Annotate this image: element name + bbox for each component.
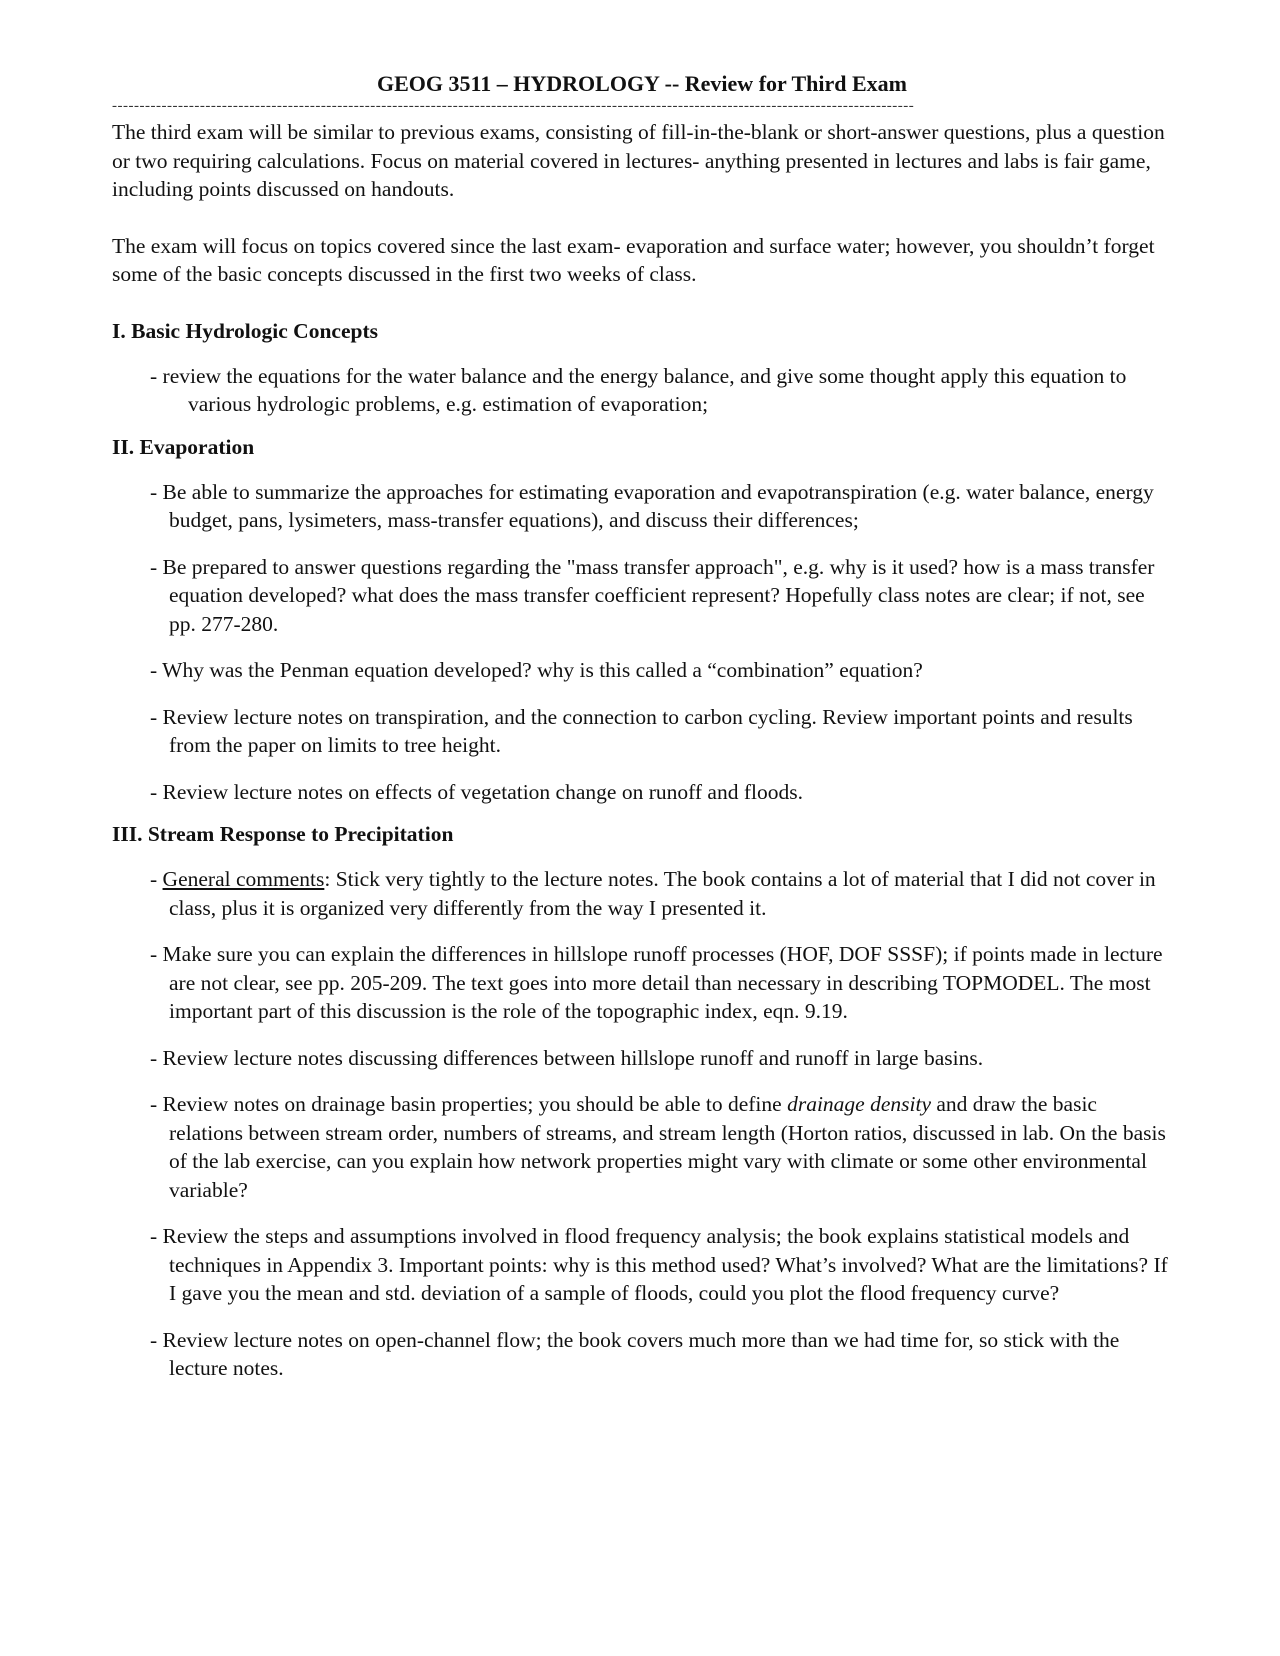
- list-item: - Be able to summarize the approaches for estimating evaporation and evapotranspiration (e.g. water balance, energy budget, pans, lysimeters, mass-transfer equations), and discuss their differences;: [150, 479, 1154, 532]
- list-item: - Why was the Penman equation developed? why is this called a “combination” equation?: [150, 658, 923, 682]
- title-divider: --------------------------------------------------------------------------------------------------------------------------------------------------: [112, 98, 915, 114]
- list-item: - Be prepared to answer questions regarding the "mass transfer approach", e.g. why is it used? how is a mass transfer equation developed? what does the mass transfer coefficient represent? Hopefully class notes are clear; if not, see pp. 277-280.: [150, 554, 1155, 636]
- bullet-dash: -: [150, 867, 163, 891]
- document-title: GEOG 3511 – HYDROLOGY -- Review for Third Exam: [376, 71, 908, 96]
- general-comments-text: : Stick very tightly to the lecture notes. The book contains a lot of material that I did not cover in class, plus it is organized very differently from the way I presented it.: [169, 867, 1156, 920]
- intro-paragraph: The third exam will be similar to previous exams, consisting of fill-in-the-blank or short-answer questions, plus a question or two requiring calculations. Focus on material covered in lectures- anything presented in lectures and labs is fair game, including points discussed on handouts.: [112, 120, 1165, 201]
- list-item-general-comments: [150, 865, 1172, 922]
- list-item: - Review lecture notes discussing differences between hillslope runoff and runoff in large basins.: [150, 1045, 984, 1070]
- section-heading-stream-response: III. Stream Response to Precipitation: [112, 822, 454, 846]
- general-comments-label: General comments: [162, 867, 325, 891]
- list-item: - Review the steps and assumptions involved in flood frequency analysis; the book explains statistical models and techniques in Appendix 3. Important points: why is this method used? What’s involved? What are the limitations? If I gave you the mean and std. deviation of a sample of floods, could you plot the flood frequency curve?: [150, 1224, 1168, 1305]
- document-page: [112, 70, 1172, 1401]
- list-item-drainage-basin: [150, 1090, 1172, 1204]
- section-heading-evaporation: II. Evaporation: [112, 434, 255, 459]
- section-heading-basic-concepts: I. Basic Hydrologic Concepts: [112, 318, 378, 343]
- intro-paragraph: The exam will focus on topics covered since the last exam- evaporation and surface water; however, you shouldn’t forget some of the basic concepts discussed in the first two weeks of class.: [112, 233, 1155, 286]
- list-item: - Review lecture notes on effects of vegetation change on runoff and floods.: [150, 779, 803, 804]
- drainage-text-before: - Review notes on drainage basin properties; you should be able to define: [150, 1092, 788, 1116]
- list-item: - Review lecture notes on open-channel flow; the book covers much more than we had time for, so stick with the lecture notes.: [150, 1327, 1120, 1380]
- list-item: - Make sure you can explain the differences in hillslope runoff processes (HOF, DOF SSSF); if points made in lecture are not clear, see pp. 205-209. The text goes into more detail than necessary in describing TOPMODEL. The most important part of this discussion is the role of the topographic index, eqn. 9.19.: [150, 942, 1163, 1023]
- list-item: - Review lecture notes on transpiration, and the connection to carbon cycling. Review important points and results from the paper on limits to tree height.: [150, 704, 1133, 757]
- drainage-density-term: drainage density: [787, 1092, 931, 1116]
- list-item: - review the equations for the water balance and the energy balance, and give some thought apply this equation to various hydrologic problems, e.g. estimation of evaporation;: [150, 363, 1127, 416]
- drainage-text-after: and draw the basic relations between stream order, numbers of streams, and stream length (Horton ratios, discussed in lab. On the basis of the lab exercise, can you explain how network properties might vary with climate or some other environmental variable?: [169, 1092, 1166, 1202]
